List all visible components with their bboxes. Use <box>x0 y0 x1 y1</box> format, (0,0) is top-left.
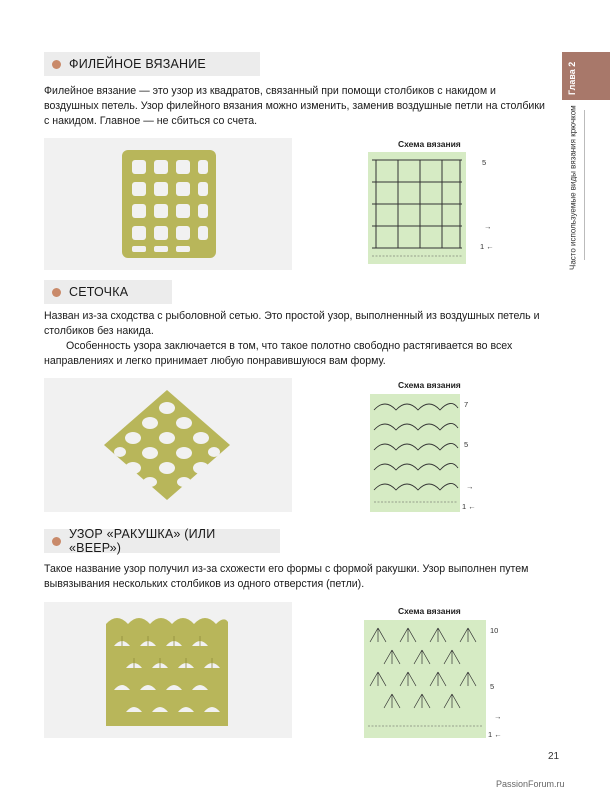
row-number: 1 ← <box>480 242 494 251</box>
paragraph: Назван из-за сходства с рыболовной сетью. Это простой узор, выполненный из воздушных петель и столбиков без накида. <box>44 310 540 337</box>
paragraph: Такое название узор получил из-за схожести его формы с формой ракушки. Узор выполнен путем вывязывания нескольких столбиков из одного отверстия (петли). <box>44 563 529 590</box>
page-number: 21 <box>548 751 560 762</box>
row-number: 5 <box>464 440 469 449</box>
section-text-mesh <box>44 309 552 369</box>
shell-scheme-drawing <box>364 620 486 738</box>
filet-scheme-drawing <box>368 152 466 264</box>
row-arrow: → <box>466 482 474 491</box>
row-arrow: → <box>484 222 492 231</box>
row-number: 5 <box>490 682 495 691</box>
section-heading-text: УЗОР «РАКУШКА» (ИЛИ «ВЕЕР») <box>69 527 216 555</box>
bullet-icon <box>52 288 61 297</box>
row-number: 1 ← <box>488 730 502 739</box>
section-heading-shell <box>44 529 280 553</box>
shell-swatch-image <box>100 610 234 732</box>
bullet-icon <box>52 60 61 69</box>
bullet-icon <box>52 537 61 546</box>
scheme-title: Схема вязания <box>398 380 461 390</box>
mesh-scheme-drawing <box>370 394 460 512</box>
scheme-mesh <box>370 394 460 512</box>
side-rule <box>584 110 585 260</box>
mesh-swatch-image <box>100 386 234 504</box>
chapter-tab-label: Глава 2 <box>567 61 577 95</box>
scheme-title: Схема вязания <box>398 139 461 149</box>
watermark: PassionForum.ru <box>496 779 565 789</box>
row-arrow: → <box>494 712 502 721</box>
row-number: 1 ← <box>462 502 476 511</box>
row-number: 5 <box>482 158 487 167</box>
filet-swatch-image <box>118 146 220 262</box>
scheme-filet <box>368 152 466 264</box>
section-heading-text: ФИЛЕЙНОЕ ВЯЗАНИЕ <box>69 57 206 71</box>
photo-shell <box>44 602 292 738</box>
photo-mesh <box>44 378 292 512</box>
section-text-shell <box>44 562 552 592</box>
row-number: 7 <box>464 400 469 409</box>
scheme-title: Схема вязания <box>398 606 461 616</box>
paragraph: Особенность узора заключается в том, что такое полотно свободно растягивается во всех направлениях и легко принимает любую понравившуюся вам форму. <box>44 340 513 367</box>
scheme-shell <box>364 620 486 738</box>
section-heading-filet <box>44 52 260 76</box>
paragraph: Филейное вязание — это узор из квадратов, связанный при помощи столбиков с накидом и воздушных петель. Узор филейного вязания можно изменить, заменив воздушные петли на столбики с накидом. Главное — не сбиться со счета. <box>44 85 545 127</box>
photo-filet <box>44 138 292 270</box>
section-text-filet <box>44 84 552 129</box>
row-number: 10 <box>490 626 499 635</box>
section-heading-mesh <box>44 280 172 304</box>
section-heading-text: СЕТОЧКА <box>69 285 129 299</box>
chapter-side-title: Часто используемые виды вязания крючком <box>568 105 578 271</box>
